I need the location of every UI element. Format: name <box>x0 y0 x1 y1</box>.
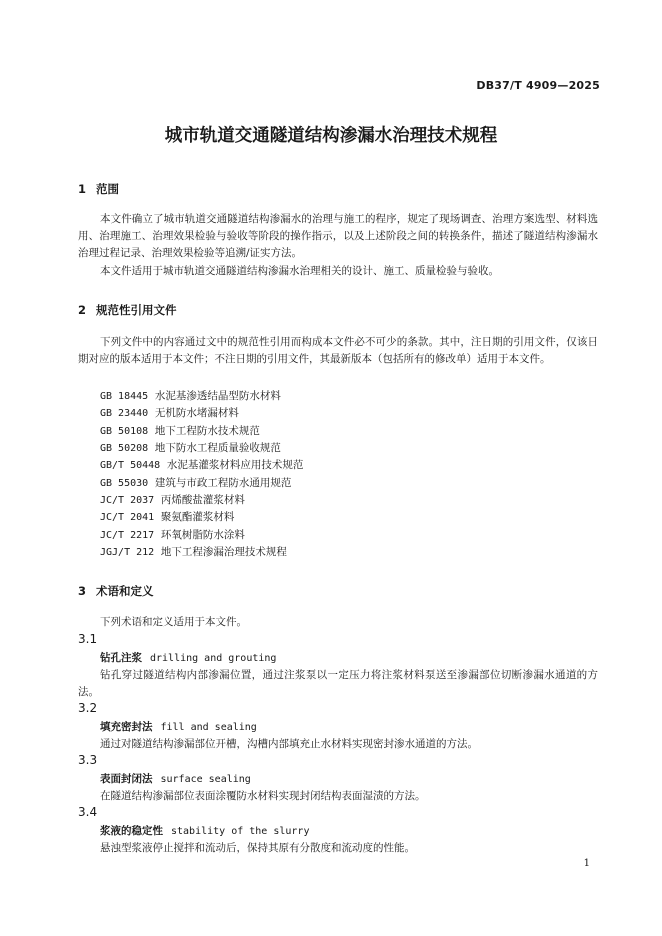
paragraph: 下列术语和定义适用于本文件。 <box>100 616 247 628</box>
term-title <box>100 719 257 734</box>
term-en: fill and sealing <box>160 722 257 733</box>
term-number: 3.3 <box>78 753 98 767</box>
section-number: 3 <box>78 584 87 598</box>
reference-code: GB 23440 <box>100 408 149 419</box>
reference-name: 地下工程防水技术规范 <box>154 425 260 437</box>
term-zh: 钻孔注浆 <box>100 652 142 664</box>
section-2-heading <box>78 302 177 318</box>
reference-item <box>100 457 303 474</box>
term-zh: 填充密封法 <box>100 721 153 733</box>
section-title: 规范性引用文件 <box>96 303 177 317</box>
term-definition: 通过对隧道结构渗漏部位开槽，沟槽内部填充止水材料实现密封渗水通道的方法。 <box>100 738 478 750</box>
paragraph: 本文件确立了城市轨道交通隧道结构渗漏水的治理与施工的程序，规定了现场调查、治理方案选型、材料选用、治理施工、治理效果检验与验收等阶段的操作指示，以及上述阶段之间的转换条件，描述了隧道结构渗漏水治理过程记录、治理效果检验等追溯/证实方法。 <box>78 213 598 260</box>
term-title <box>100 823 309 838</box>
reference-item <box>100 475 291 492</box>
term-definition: 钻孔穿过隧道结构内部渗漏位置，通过注浆泵以一定压力将注浆材料泵送至渗漏部位切断渗漏水通道的方法。 <box>78 669 598 699</box>
reference-item <box>100 509 234 526</box>
reference-code: JC/T 2037 <box>100 495 155 506</box>
term-en: surface sealing <box>160 774 251 785</box>
document-number: DB37/T 4909—2025 <box>476 79 600 92</box>
reference-name: 建筑与市政工程防水通用规范 <box>154 477 292 489</box>
section-number: 2 <box>78 303 87 317</box>
term-number: 3.4 <box>78 805 98 819</box>
paragraph: 下列文件中的内容通过文中的规范性引用而构成本文件必不可少的条款。其中，注日期的引用文件，仅该日期对应的版本适用于本文件；不注日期的引用文件，其最新版本（包括所有的修改单）适用于本文件。 <box>78 336 598 366</box>
reference-item <box>100 527 245 544</box>
reference-code: JC/T 2217 <box>100 530 155 541</box>
reference-item <box>100 388 281 405</box>
reference-item <box>100 544 287 561</box>
term-en: drilling and grouting <box>150 653 277 664</box>
reference-name: 水泥基灌浆材料应用技术规范 <box>166 459 304 471</box>
reference-code: GB 55030 <box>100 478 149 489</box>
section-number: 1 <box>78 182 87 196</box>
term-number: 3.1 <box>78 632 98 646</box>
reference-item <box>100 440 281 457</box>
term-title <box>100 771 251 786</box>
document-title: 城市轨道交通隧道结构渗漏水治理技术规程 <box>164 126 498 146</box>
term-title <box>100 650 276 665</box>
term-en: stability of the slurry <box>171 826 310 837</box>
reference-name: 环氧树脂防水涂料 <box>160 529 245 541</box>
term-number: 3.2 <box>78 701 98 715</box>
section-title: 术语和定义 <box>96 584 154 598</box>
term-zh: 浆液的稳定性 <box>100 825 163 837</box>
section-title: 范围 <box>96 182 119 196</box>
reference-code: GB 18445 <box>100 391 149 402</box>
section-1-heading <box>78 181 119 197</box>
reference-code: GB 50108 <box>100 426 149 437</box>
term-zh: 表面封闭法 <box>100 773 153 785</box>
reference-name: 聚氨酯灌浆材料 <box>160 511 235 523</box>
term-definition: 悬浊型浆液停止搅拌和流动后，保持其原有分散度和流动度的性能。 <box>100 842 415 854</box>
paragraph: 本文件适用于城市轨道交通隧道结构渗漏水治理相关的设计、施工、质量检验与验收。 <box>100 265 499 277</box>
reference-item <box>100 492 245 509</box>
term-definition: 在隧道结构渗漏部位表面涂覆防水材料实现封闭结构表面湿渍的方法。 <box>100 790 426 802</box>
reference-item <box>100 423 260 440</box>
reference-code: JC/T 2041 <box>100 512 155 523</box>
reference-name: 水泥基渗透结晶型防水材料 <box>154 390 281 402</box>
reference-name: 地下工程渗漏治理技术规程 <box>160 546 287 558</box>
reference-code: JGJ/T 212 <box>100 547 155 558</box>
reference-name: 无机防水堵漏材料 <box>154 407 239 419</box>
reference-name: 地下防水工程质量验收规范 <box>154 442 281 454</box>
reference-code: GB 50208 <box>100 443 149 454</box>
section-3-heading <box>78 583 154 599</box>
reference-code: GB/T 50448 <box>100 460 161 471</box>
reference-item <box>100 405 239 422</box>
reference-name: 丙烯酸盐灌浆材料 <box>160 494 245 506</box>
page-number: 1 <box>583 858 590 869</box>
